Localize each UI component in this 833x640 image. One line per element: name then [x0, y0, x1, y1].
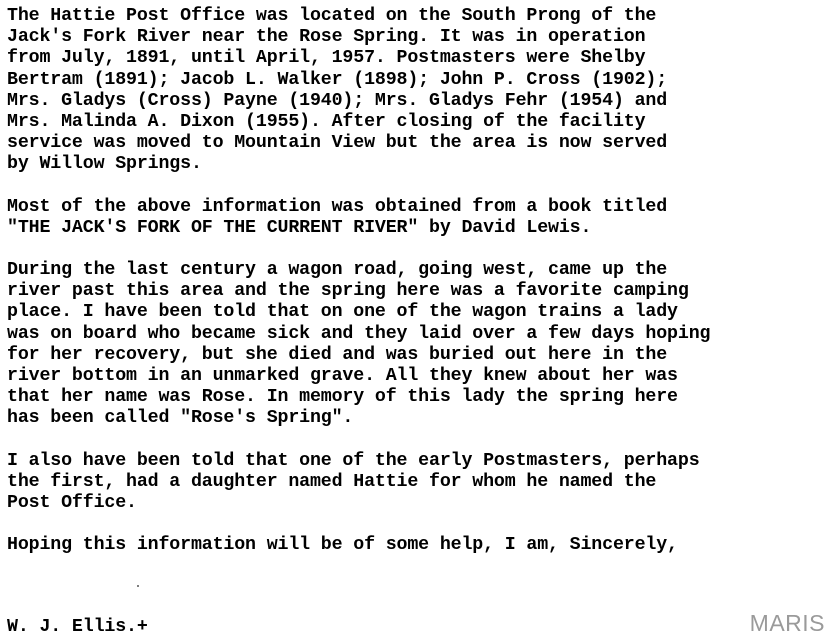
text-line: river bottom in an unmarked grave. All they knew about her was: [7, 366, 678, 387]
scan-speck: [137, 585, 139, 587]
text-line: "THE JACK'S FORK OF THE CURRENT RIVER" by David Lewis.: [7, 217, 592, 238]
text-line: service was moved to Mountain View but the area is now served: [7, 133, 668, 154]
watermark-logo: MARIS: [749, 610, 825, 636]
text-line: I also have been told that one of the early Postmasters, perhaps: [7, 450, 700, 471]
text-line: from July, 1891, until April, 1957. Postmasters were Shelby: [7, 48, 646, 69]
text-line: During the last century a wagon road, going west, came up the: [7, 260, 668, 281]
text-line: Most of the above information was obtained from a book titled: [7, 196, 668, 217]
text-line: Mrs. Gladys (Cross) Payne (1940); Mrs. Gladys Fehr (1954) and: [7, 90, 668, 111]
text-line: the first, had a daughter named Hattie for whom he named the: [7, 471, 657, 492]
paragraph-post-office-history: [7, 6, 833, 176]
text-line: The Hattie Post Office was located on the South Prong of the: [7, 6, 657, 26]
paragraph-hattie-name-origin: [7, 451, 833, 515]
text-line: Post Office.: [7, 493, 137, 514]
text-line: Jack's Fork River near the Rose Spring. It was in operation: [7, 27, 646, 48]
paragraph-source: [7, 197, 833, 239]
paragraph-roses-spring: [7, 260, 833, 430]
closing-line: [7, 535, 833, 556]
text-line: Bertram (1891); Jacob L. Walker (1898); John P. Cross (1902);: [7, 69, 668, 90]
text-line: Mrs. Malinda A. Dixon (1955). After closing of the facility: [7, 112, 646, 133]
text-line: was on board who became sick and they laid over a few days hoping: [7, 323, 711, 344]
text-line: for her recovery, but she died and was buried out here in the: [7, 344, 668, 365]
text-line: by Willow Springs.: [7, 154, 202, 175]
signature: W. J. Ellis.+: [7, 617, 148, 637]
text-line: river past this area and the spring here was a favorite camping: [7, 281, 689, 302]
text-line: has been called "Rose's Spring".: [7, 408, 354, 429]
closing-text: Hoping this information will be of some help, I am, Sincerely,: [7, 535, 678, 556]
letter-body: [7, 6, 833, 577]
text-line: place. I have been told that on one of the wagon trains a lady: [7, 302, 678, 323]
text-line: that her name was Rose. In memory of this lady the spring here: [7, 387, 678, 408]
